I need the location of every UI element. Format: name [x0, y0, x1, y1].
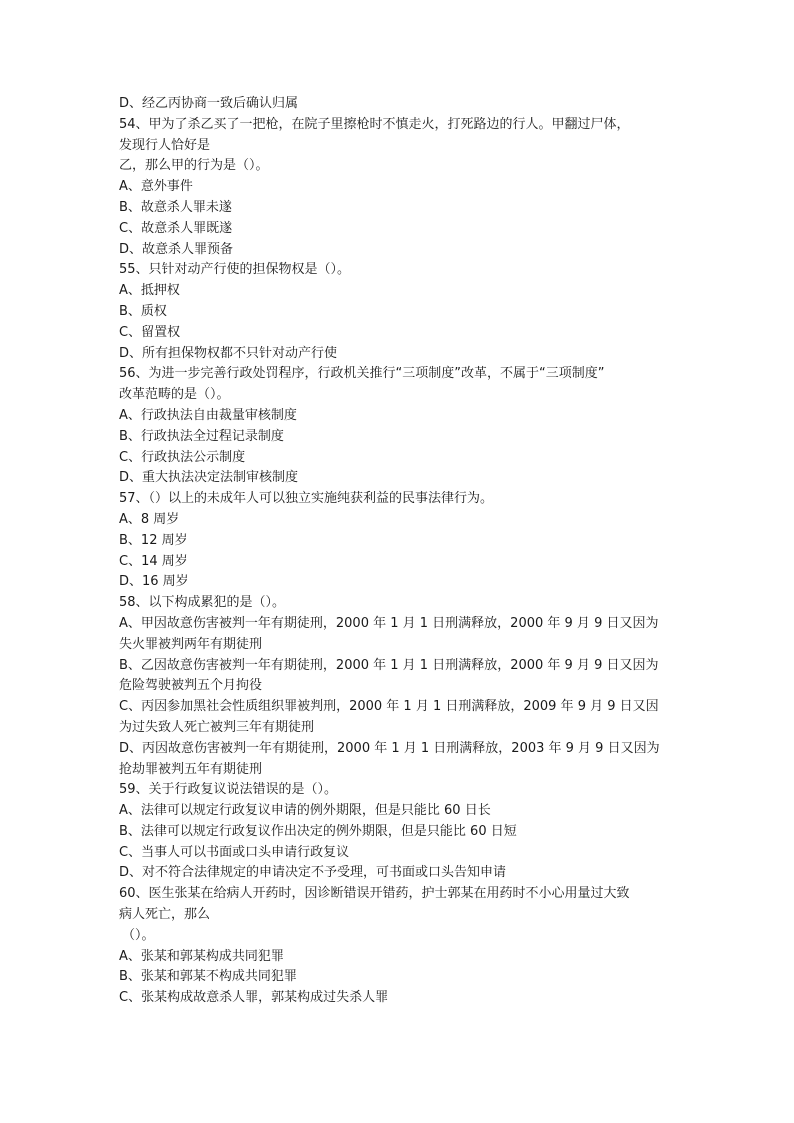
option-d: D、16 周岁: [119, 574, 189, 590]
text-line: 失火罪被判两年有期徒刑: [119, 636, 263, 652]
option-b: B、张某和郭某不构成共同犯罪: [119, 969, 297, 985]
text-line: 乙，那么甲的行为是（）。: [119, 158, 269, 174]
option-c: C、张某构成故意杀人罪，郭某构成过失杀人罪: [119, 990, 389, 1006]
text-line: 为过失致人死亡被判三年有期徒刑: [119, 719, 315, 735]
text-line: 改革范畴的是（）。: [119, 387, 230, 403]
option-b: B、行政执法全过程记录制度: [119, 428, 284, 444]
option-b: B、乙因故意伤害被判一年有期徒刑，2000 年 1 月 1 日刑满释放，2000 年 9 月 9 日又因为: [119, 657, 659, 673]
text-line: （）。: [122, 927, 155, 943]
option-a: A、甲因故意伤害被判一年有期徒刑，2000 年 1 月 1 日刑满释放，2000 年 9 月 9 日又因为: [119, 615, 659, 631]
text-line: D、经乙丙协商一致后确认归属: [119, 96, 299, 111]
question-59-stem: 59、关于行政复议说法错误的是（）。: [119, 782, 338, 798]
option-c: C、故意杀人罪既遂: [119, 220, 233, 236]
question-58-stem: 58、以下构成累犯的是（）。: [119, 595, 286, 611]
question-57-stem: 57、（）以上的未成年人可以独立实施纯获利益的民事法律行为。: [119, 491, 494, 507]
option-a: A、意外事件: [119, 179, 193, 195]
option-a: A、法律可以规定行政复议申请的例外期限，但是只能比 60 日长: [119, 803, 491, 819]
question-60-stem: 60、医生张某在给病人开药时，因诊断错误开错药，护士郭某在用药时不小心用量过大致: [119, 886, 630, 902]
option-d: D、故意杀人罪预备: [119, 241, 234, 257]
option-a: A、张某和郭某构成共同犯罪: [119, 948, 284, 964]
text-line: 危险驾驶被判五个月拘役: [119, 678, 263, 694]
text-line: 发现行人恰好是: [119, 137, 211, 153]
question-56-stem: 56、为进一步完善行政处罚程序，行政机关推行“三项制度”改革，不属于“三项制度”: [119, 366, 605, 382]
option-c: C、14 周岁: [119, 553, 188, 569]
option-b: B、质权: [119, 303, 167, 319]
text-line: 病人死亡，那么: [119, 907, 211, 923]
option-a: A、8 周岁: [119, 511, 180, 527]
text-line: 抢劫罪被判五年有期徒刑: [119, 761, 263, 777]
option-d: D、所有担保物权都不只针对动产行使: [119, 345, 338, 361]
option-d: D、对不符合法律规定的申请决定不予受理，可书面或口头告知申请: [119, 865, 507, 881]
option-a: A、抵押权: [119, 283, 180, 299]
option-a: A、行政执法自由裁量审核制度: [119, 407, 297, 423]
option-b: B、12 周岁: [119, 532, 188, 548]
option-b: B、法律可以规定行政复议作出决定的例外期限，但是只能比 60 日短: [119, 823, 517, 839]
question-55-stem: 55、只针对动产行使的担保物权是（）。: [119, 262, 351, 278]
question-54-stem: 54、甲为了杀乙买了一把枪，在院子里擦枪时不慎走火，打死路边的行人。甲翻过尸体，: [119, 116, 630, 132]
option-c: C、丙因参加黑社会性质组织罪被判刑，2000 年 1 月 1 日刑满释放，2009 年 9 月 9 日又因: [119, 699, 659, 715]
option-c: C、行政执法公示制度: [119, 449, 246, 465]
document-page: [119, 94, 679, 1009]
option-b: B、故意杀人罪未遂: [119, 199, 232, 215]
option-d: D、重大执法决定法制审核制度: [119, 470, 299, 486]
option-c: C、留置权: [119, 324, 181, 340]
option-c: C、当事人可以书面或口头申请行政复议: [119, 844, 350, 860]
option-d: D、丙因故意伤害被判一年有期徒刑，2000 年 1 月 1 日刑满释放，2003 年 9 月 9 日又因为: [119, 740, 660, 756]
